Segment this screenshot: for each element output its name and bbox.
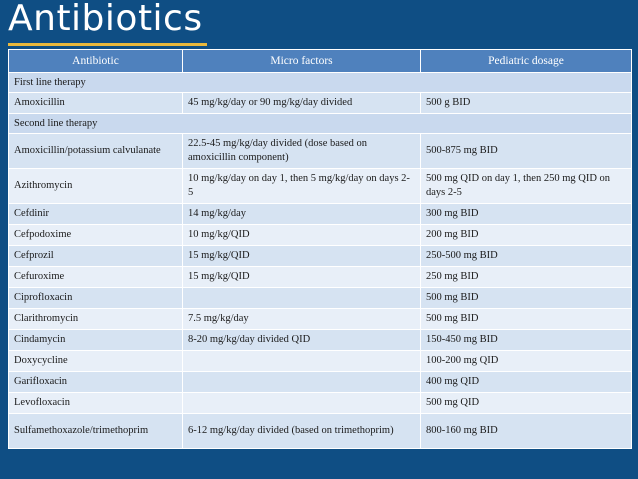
section-label: First line therapy [9,73,632,93]
antibiotic-cell: Doxycycline [9,351,183,372]
header-pediatric-dosage: Pediatric dosage [421,50,632,73]
dosage-cell: 300 mg BID [421,204,632,225]
table-row [9,134,632,169]
section-label: Second line therapy [9,114,632,134]
table-row [9,267,632,288]
section-row [9,73,632,93]
section-row [9,114,632,134]
table-row [9,204,632,225]
table-row [9,169,632,204]
antibiotic-cell: Amoxicillin/potassium calvulanate [9,134,183,169]
micro-factors-cell: 7.5 mg/kg/day [183,309,421,330]
dosage-cell: 150-450 mg BID [421,330,632,351]
micro-factors-cell: 10 mg/kg/day on day 1, then 5 mg/kg/day on days 2-5 [183,169,421,204]
micro-factors-cell [183,288,421,309]
micro-factors-cell [183,393,421,414]
micro-factors-cell [183,351,421,372]
table-row [9,330,632,351]
micro-factors-cell [183,372,421,393]
dosage-cell: 250-500 mg BID [421,246,632,267]
micro-factors-cell: 22.5-45 mg/kg/day divided (dose based on amoxicillin component) [183,134,421,169]
dosage-cell: 200 mg BID [421,225,632,246]
dosage-cell: 500 mg QID on day 1, then 250 mg QID on days 2-5 [421,169,632,204]
micro-factors-cell: 15 mg/kg/QID [183,267,421,288]
micro-factors-cell: 6-12 mg/kg/day divided (based on trimethoprim) [183,414,421,449]
table-row [9,414,632,449]
antibiotic-cell: Ciprofloxacin [9,288,183,309]
table-row [9,288,632,309]
table-row [9,225,632,246]
dosage-cell: 500 mg BID [421,309,632,330]
dosage-cell: 500-875 mg BID [421,134,632,169]
dosage-cell: 800-160 mg BID [421,414,632,449]
micro-factors-cell: 10 mg/kg/QID [183,225,421,246]
antibiotic-cell: Cefdinir [9,204,183,225]
antibiotic-cell: Azithromycin [9,169,183,204]
title-underline [8,43,207,46]
table-row [9,393,632,414]
dosage-cell: 250 mg BID [421,267,632,288]
dosage-cell: 500 g BID [421,93,632,114]
micro-factors-cell: 8-20 mg/kg/day divided QID [183,330,421,351]
antibiotic-cell: Cefuroxime [9,267,183,288]
table-row [9,93,632,114]
dosage-cell: 100-200 mg QID [421,351,632,372]
micro-factors-cell: 14 mg/kg/day [183,204,421,225]
antibiotic-cell: Clarithromycin [9,309,183,330]
table-row [9,372,632,393]
antibiotic-cell: Cindamycin [9,330,183,351]
antibiotic-cell: Sulfamethoxazole/trimethoprim [9,414,183,449]
table-row [9,309,632,330]
micro-factors-cell: 15 mg/kg/QID [183,246,421,267]
antibiotic-cell: Garifloxacin [9,372,183,393]
table-row [9,246,632,267]
antibiotic-cell: Amoxicillin [9,93,183,114]
table-header-row [9,50,632,73]
micro-factors-cell: 45 mg/kg/day or 90 mg/kg/day divided [183,93,421,114]
antibiotic-cell: Cefpodoxime [9,225,183,246]
antibiotic-cell: Levofloxacin [9,393,183,414]
dosage-cell: 500 mg BID [421,288,632,309]
antibiotic-cell: Cefprozil [9,246,183,267]
header-micro-factors: Micro factors [183,50,421,73]
table-row [9,351,632,372]
header-antibiotic: Antibiotic [9,50,183,73]
antibiotics-table [8,49,632,449]
page-title: Antibiotics [8,0,203,39]
dosage-cell: 500 mg QID [421,393,632,414]
dosage-cell: 400 mg QID [421,372,632,393]
